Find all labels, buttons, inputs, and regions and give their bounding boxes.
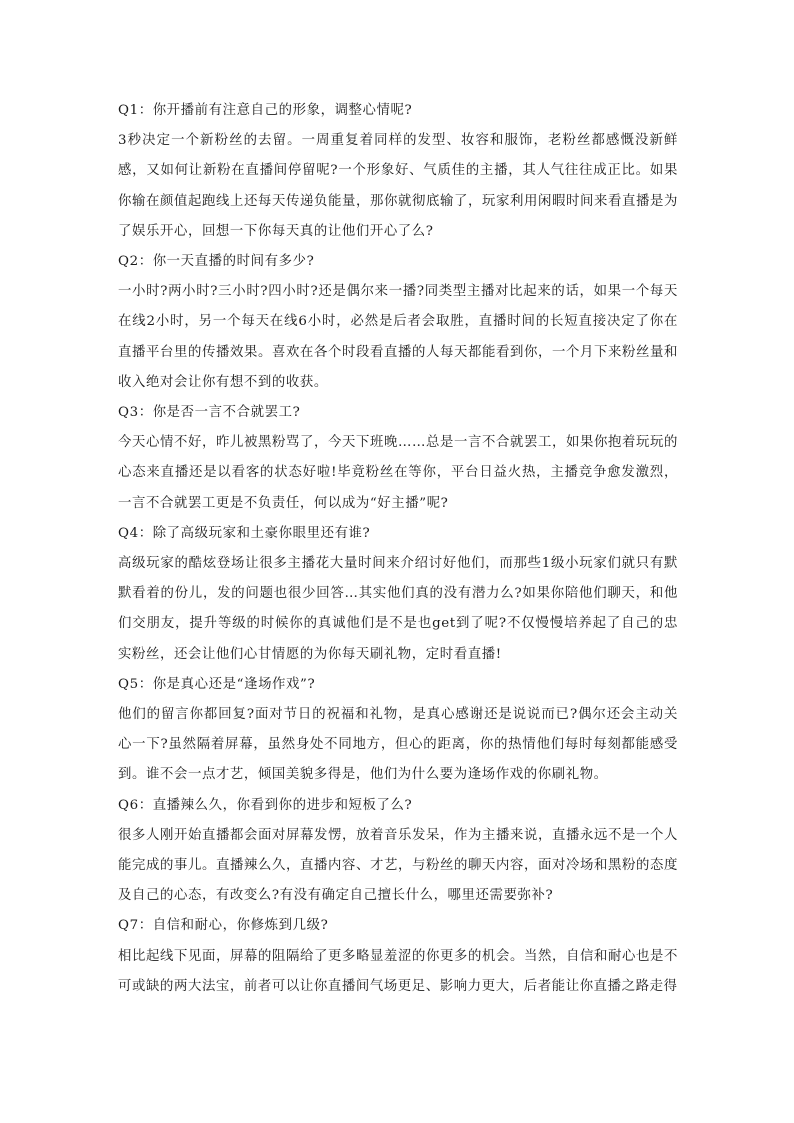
- question-heading: Q5：你是真心还是“逢场作戏”?: [118, 676, 316, 692]
- question-heading: Q6：直播辣么久，你看到你的进步和短板了么?: [118, 797, 413, 813]
- qa-section-7: [118, 911, 678, 1002]
- question-heading: Q3：你是否一言不合就罢工?: [118, 405, 301, 421]
- answer-paragraph: 一小时?两小时?三小时?四小时?还是偶尔来一播?同类型主播对比起来的话，如果一个每天在线2小时，另一个每天在线6小时，必然是后者会取胜，直播时间的长短直接决定了你在直播平台里的传播效果。喜欢在各个时段看直播的人每天都能看到你，一个月下来粉丝量和收入绝对会让你有想不到的收获。: [118, 284, 678, 390]
- answer-paragraph: 很多人刚开始直播都会面对屏幕发愣，放着音乐发呆，作为主播来说，直播永远不是一个人能完成的事儿。直播辣么久，直播内容、才艺，与粉丝的聊天内容，面对冷场和黑粉的态度及自己的心态，有改变么?有没有确定自己擅长什么，哪里还需要弥补?: [118, 827, 678, 904]
- qa-section-2: [118, 247, 678, 398]
- qa-section-5: [118, 670, 678, 791]
- question-heading: Q7：自信和耐心，你修炼到几级?: [118, 918, 329, 934]
- answer-paragraph: 他们的留言你都回复?面对节日的祝福和礼物，是真心感谢还是说说而已?偶尔还会主动关心一下?虽然隔着屏幕，虽然身处不同地方，但心的距离，你的热情他们每时每刻都能感受到。谁不会一点才艺，倾国美貌多得是，他们为什么要为逢场作戏的你刷礼物。: [118, 707, 678, 783]
- question-heading: Q1：你开播前有注意自己的形象，调整心情呢?: [118, 103, 413, 118]
- qa-section-1: [118, 96, 678, 247]
- qa-section-4: [118, 519, 678, 670]
- answer-paragraph: 3秒决定一个新粉丝的去留。一周重复着同样的发型、妆容和服饰，老粉丝都感慨没新鲜感，又如何让新粉在直播间停留呢?一个形象好、气质佳的主播，其人气往往成正比。如果你输在颜值起跑线上还每天传递负能量，那你就彻底输了，玩家利用闲暇时间来看直播是为了娱乐开心，回想一下你每天真的让他们开心了么?: [118, 133, 678, 239]
- qa-section-6: [118, 791, 678, 912]
- answer-paragraph: 高级玩家的酷炫登场让很多主播花大量时间来介绍讨好他们，而那些1级小玩家们就只有默默看着的份儿，发的问题也很少回答…其实他们真的没有潜力么?如果你陪他们聊天，和他们交朋友，提升等级的时候你的真诚他们是不是也get到了呢?不仅慢慢培养起了自己的忠实粉丝，还会让他们心甘情愿的为你每天刷礼物，定时看直播!: [118, 556, 678, 662]
- question-heading: Q4：除了高级玩家和土豪你眼里还有谁?: [118, 525, 371, 541]
- question-heading: Q2：你一天直播的时间有多少?: [118, 254, 315, 270]
- answer-paragraph: 今天心情不好，昨儿被黑粉骂了，今天下班晚……总是一言不合就罢工，如果你抱着玩玩的心态来直播还是以看客的状态好啦!毕竟粉丝在等你，平台日益火热，主播竞争愈发激烈，一言不合就罢工更是不负责任，何以成为“好主播”呢?: [118, 435, 678, 511]
- answer-paragraph: 相比起线下见面，屏幕的阻隔给了更多略显羞涩的你更多的机会。当然，自信和耐心也是不可或缺的两大法宝，前者可以让你直播间气场更足、影响力更大，后者能让你直播之路走得: [118, 948, 678, 994]
- document-body: [118, 96, 678, 1002]
- qa-section-3: [118, 398, 678, 519]
